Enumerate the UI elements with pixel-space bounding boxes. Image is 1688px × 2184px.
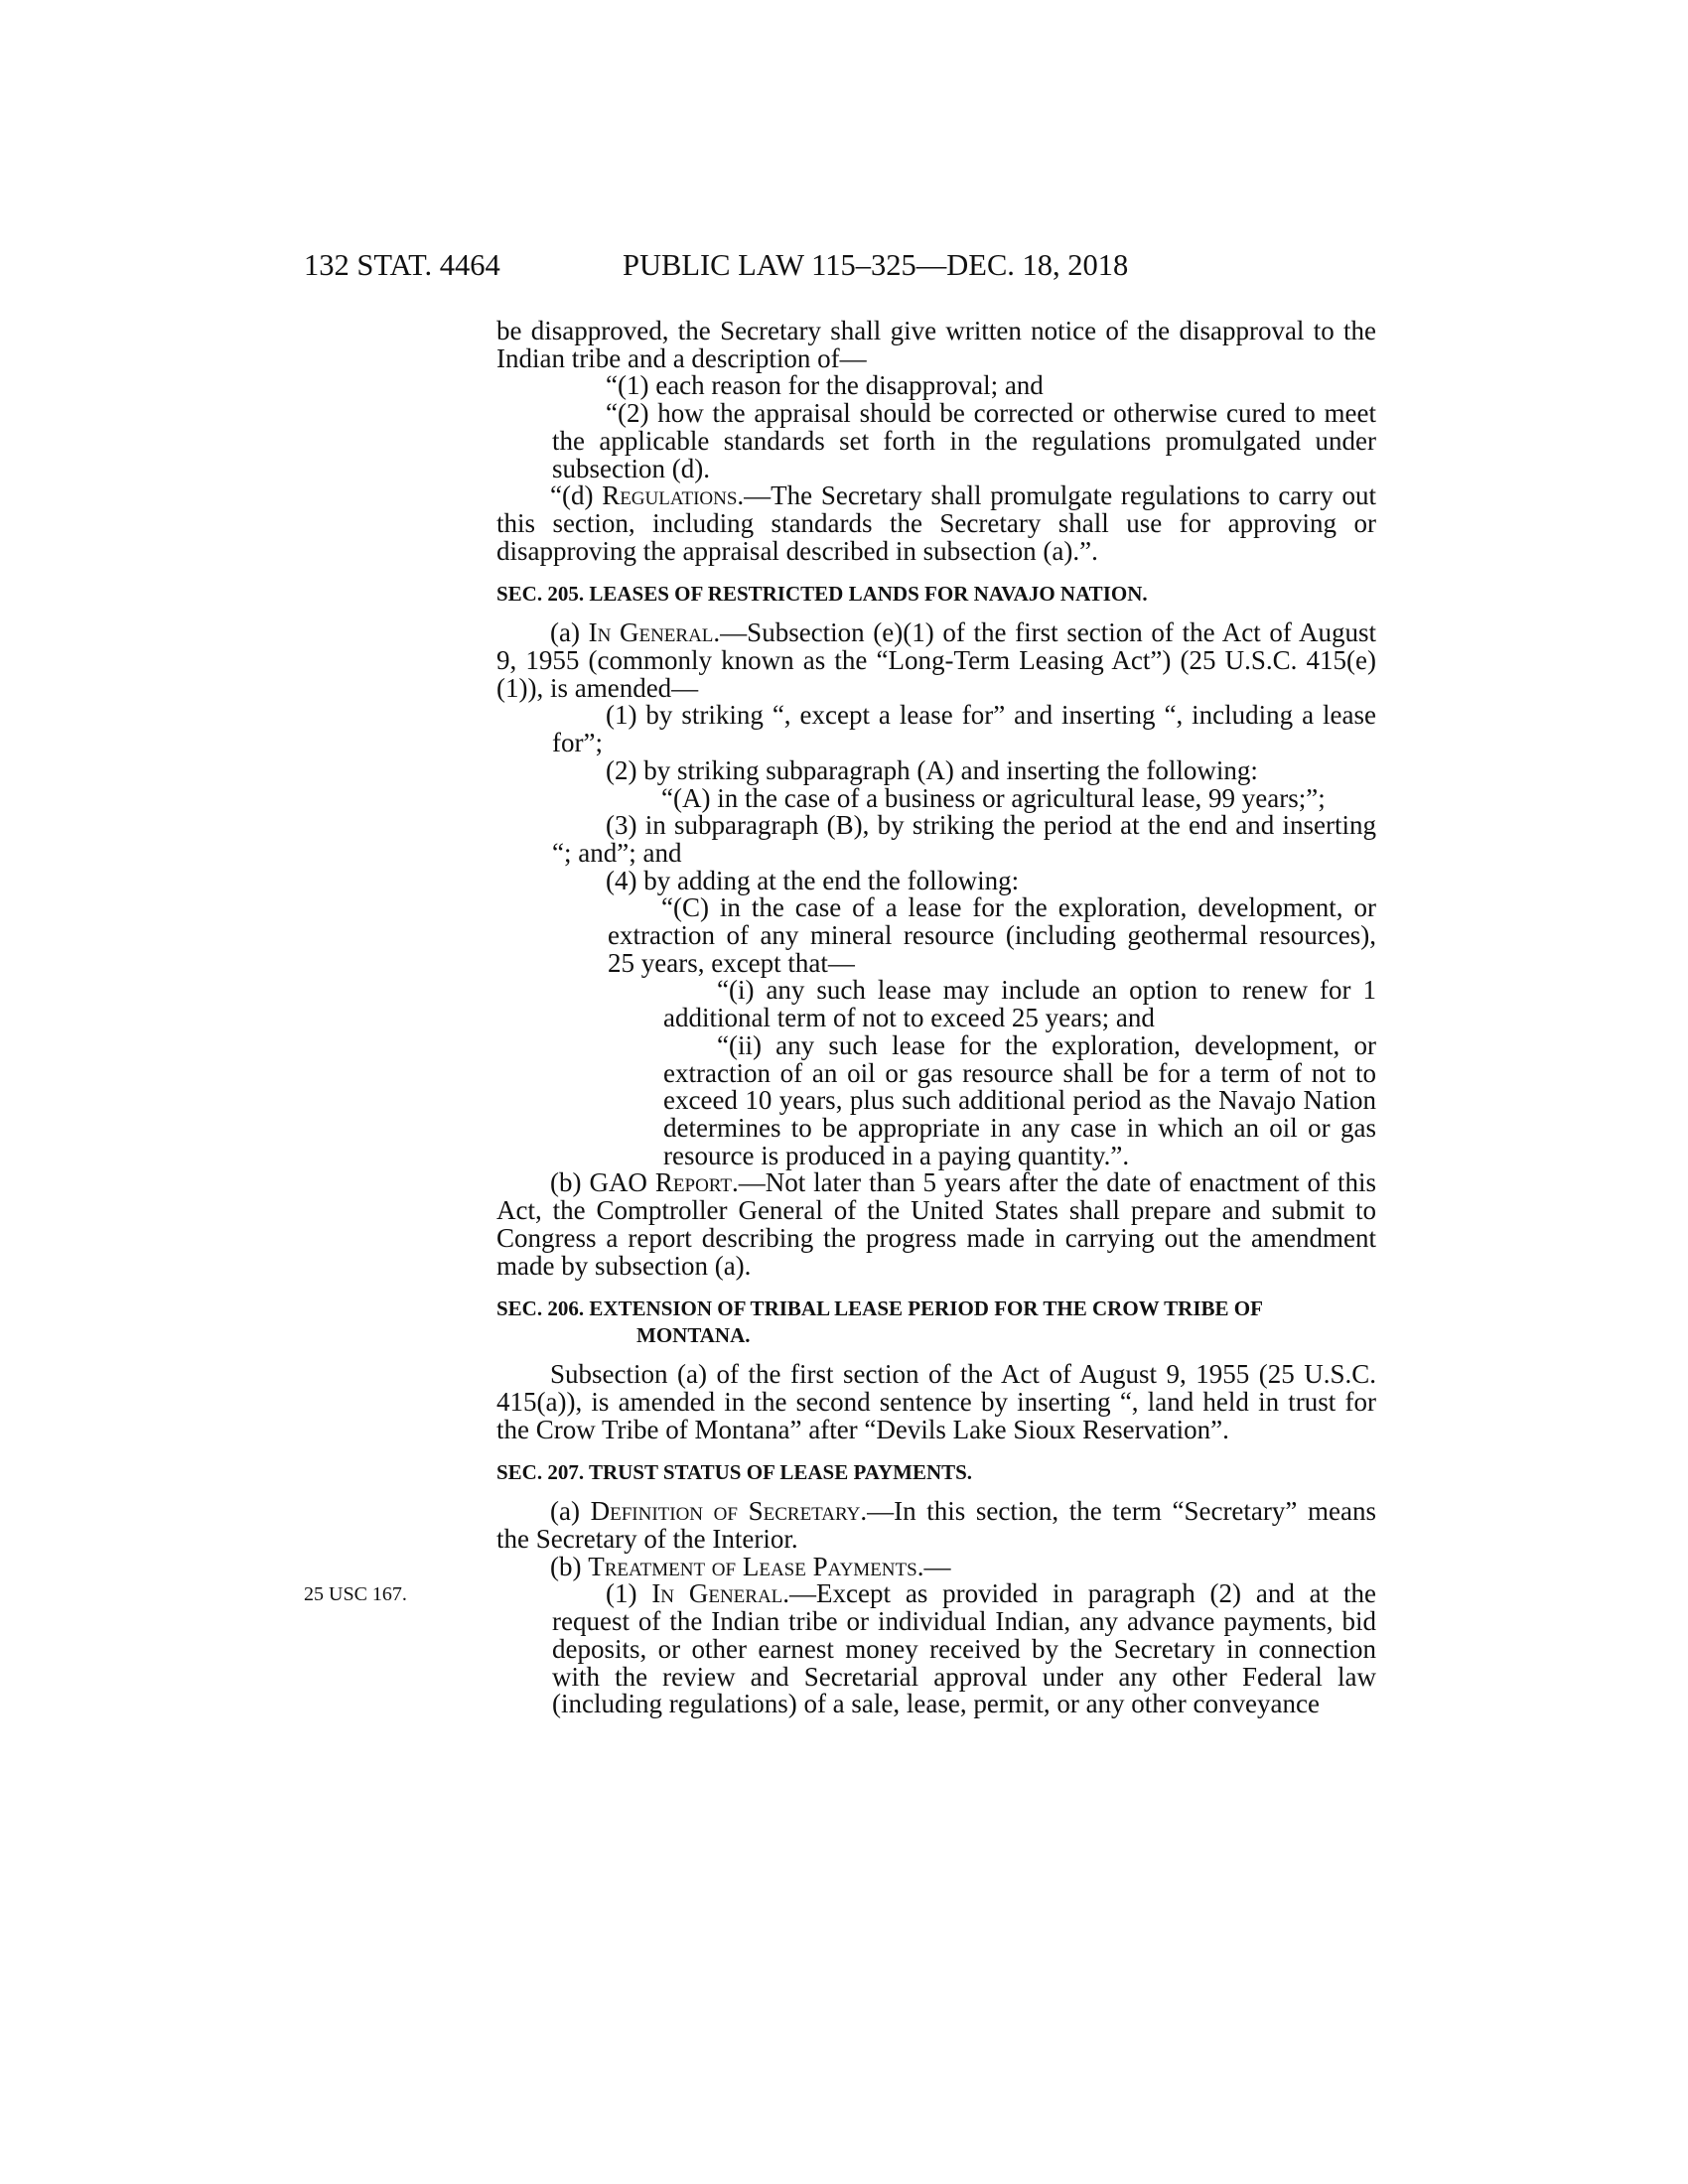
paragraph-text: .— [916,1551,951,1581]
paragraph-text: .—The Secretary shall promulgate regulations to carry out this section, including standards the Secretary shall use for approving or disapproving the appraisal described in subsection (a).”. [496,480,1376,566]
paragraph: be disapproved, the Secretary shall give written notice of the disapproval to the Indian tribe and a description of— [496,316,1376,373]
paragraph-heading: Definition of Secretary [590,1496,861,1527]
paragraph: “(A) in the case of a business or agricultural lease, 99 years;”; [661,782,1326,813]
paragraph-lead: (b) [550,1551,589,1581]
paragraph-heading: Regulations [602,480,738,511]
paragraph-lead: (a) [550,617,589,648]
paragraph [496,1498,1376,1553]
document-body [496,318,1376,1718]
paragraph-heading: Treatment of Lease Payments [588,1551,917,1581]
paragraph-lead: “(d) [550,480,603,511]
paragraph: (1) by striking “, except a lease for” and inserting “, including a lease for”; [552,700,1376,758]
paragraph [496,1551,1376,1581]
stat-reference: 132 STAT. 4464 [304,248,500,282]
paragraph: (2) by striking subparagraph (A) and inserting the following: [606,754,1258,785]
paragraph-heading: In General [588,617,714,648]
law-title: PUBLIC LAW 115–325—DEC. 18, 2018 [623,248,1129,282]
paragraph: Subsection (a) of the first section of the Act of August 9, 1955 (25 U.S.C. 415(a)), is amended in the second sentence by inserting “, land held in trust for the Crow Tribe of Montana” after “Devils Lake Sioux Reservation”. [496,1359,1376,1444]
margin-note-usc: 25 USC 167. [304,1583,407,1605]
paragraph [496,482,1376,565]
paragraph-lead: (1) [606,1578,652,1609]
paragraph: (3) in subparagraph (B), by striking the period at the end and inserting “; and”; and [552,810,1376,868]
paragraph [496,1580,1376,1718]
paragraph: (4) by adding at the end the following: [606,865,1020,895]
paragraph [496,1169,1376,1280]
paragraph-text: .—Subsection (e)(1) of the first section of the Act of August 9, 1955 (commonly known as the “Long-Term Leasing Act”) (25 U.S.C. 415(e)(1)), is amended— [496,617,1376,703]
paragraph-heading: Report [654,1167,732,1198]
paragraph-text: .—Not later than 5 years after the date of enactment of this Act, the Comptroller General of the United States shall prepare and submit to Congress a report describing the progress made in carrying out the amendment made by subsection (a). [496,1167,1376,1281]
paragraph: “(i) any such lease may include an option to renew for 1 additional term of not to exceed 25 years; and [663,975,1376,1033]
paragraph-text: .—Except as provided in paragraph (2) and at the request of the Indian tribe or individual Indian, any advance payments, bid deposits, or other earnest money received by the Secretary in connection with the review and Secretarial approval under any other Federal law (including regulations) of a sale, lease, permit, or any other conveyance [552,1578,1376,1719]
paragraph-text: .—In this section, the term “Secretary” means the Secretary of the Interior. [496,1496,1376,1555]
paragraph-lead: (b) GAO [550,1167,655,1198]
paragraph-lead: (a) [550,1496,591,1527]
paragraph: “(ii) any such lease for the exploration, development, or extraction of an oil or gas resource shall be for a term of not to exceed 10 years, plus such additional period as the Navajo Nation determines to be appropriate in any case in which an oil or gas resource is produced in a paying quantity.”. [663,1029,1376,1170]
section-heading-206: SEC. 206. EXTENSION OF TRIBAL LEASE PERIOD FOR THE CROW TRIBE OF MONTANA. [496,1297,1263,1348]
paragraph: “(1) each reason for the disapproval; and [606,370,1044,401]
section-heading-205: SEC. 205. LEASES OF RESTRICTED LANDS FOR NAVAJO NATION. [496,582,1148,607]
paragraph: “(2) how the appraisal should be corrected or otherwise cured to meet the applicable standards set forth in the regulations promulgated under subsection (d). [552,398,1376,483]
paragraph-heading: In General [651,1578,783,1609]
paragraph: “(C) in the case of a lease for the exploration, development, or extraction of any mineral resource (including geothermal resources), 25 years, except that— [608,892,1376,978]
section-heading-207: SEC. 207. TRUST STATUS OF LEASE PAYMENTS. [496,1460,973,1485]
page-header [0,245,1688,285]
paragraph [496,619,1376,702]
